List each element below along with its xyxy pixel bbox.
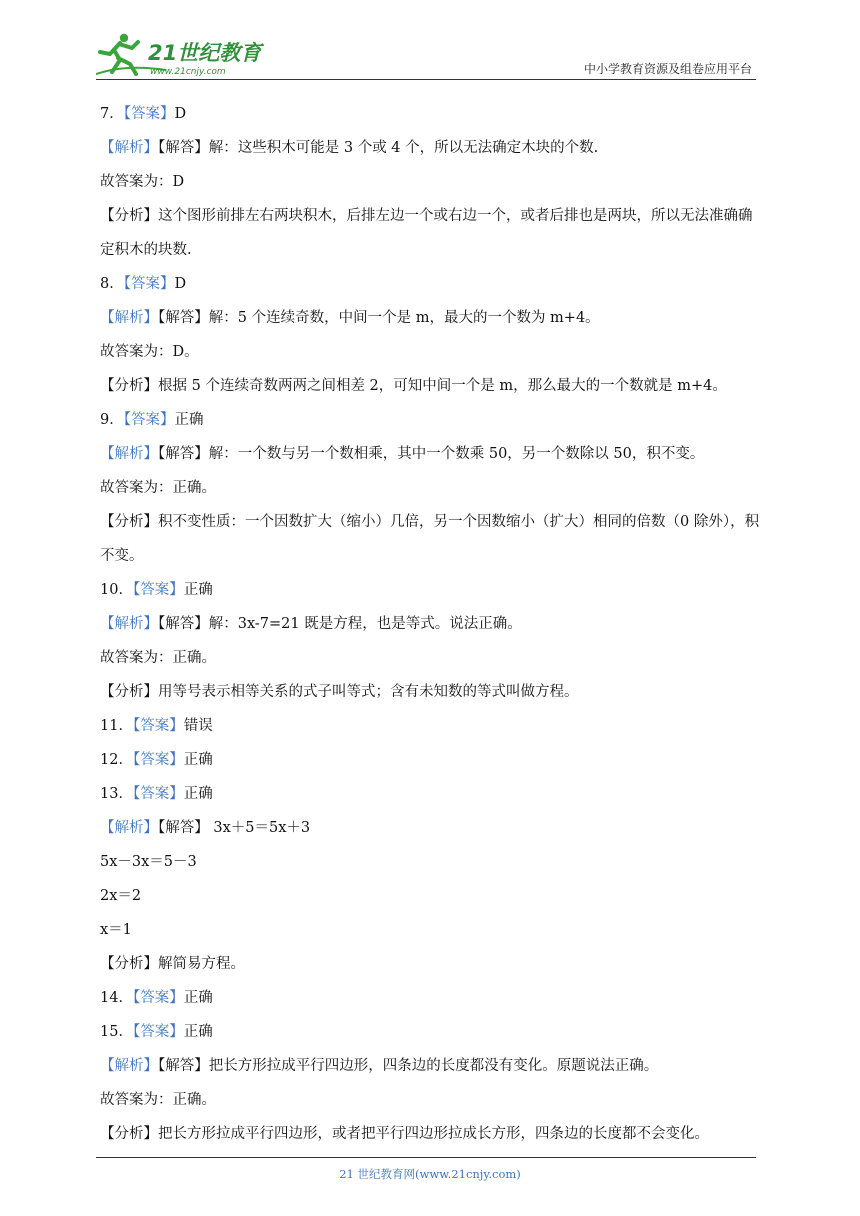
- line-text: 14．: [100, 990, 133, 1006]
- line-text: 【解答】解：一个数与另一个数相乘，其中一个数乘 50，另一个数除以 50，积不变。: [158, 446, 705, 462]
- answer-line: [100, 816, 760, 850]
- line-text: 正确: [183, 1024, 213, 1040]
- line-text: 9．: [100, 412, 124, 428]
- answer-line: [100, 340, 760, 374]
- line-text: 正确: [183, 786, 213, 802]
- section-tag: 【解析】: [100, 1058, 158, 1074]
- line-text: 正确: [183, 990, 213, 1006]
- line-text: 【解答】 3x＋5＝5x＋3: [158, 820, 311, 836]
- line-text: 【分析】用等号表示相等关系的式子叫等式；含有未知数的等式叫做方程。: [100, 684, 579, 700]
- line-text: 【分析】这个图形前排左右两块积木，后排左边一个或右边一个，或者后排也是两块，所以无法准确确定积木的块数.: [100, 208, 753, 258]
- line-text: 故答案为：正确。: [100, 650, 216, 666]
- answer-line: [100, 952, 760, 986]
- section-tag: 【解析】: [100, 616, 158, 632]
- answer-line: [100, 505, 760, 573]
- line-text: 【分析】根据 5 个连续奇数两两之间相差 2，可知中间一个是 m，那么最大的一个数就是 m+4。: [100, 378, 727, 394]
- line-text: 11．: [100, 718, 133, 734]
- answer-line: [100, 986, 760, 1020]
- logo-url: www.21cnjy.com: [150, 67, 226, 77]
- line-text: 15．: [100, 1024, 133, 1040]
- answer-line: [100, 850, 760, 884]
- answer-line: [100, 714, 760, 748]
- answer-line: [100, 884, 760, 918]
- line-text: 故答案为：正确。: [100, 480, 216, 496]
- footer-divider: [96, 1157, 756, 1158]
- line-text: 【分析】解简易方程。: [100, 956, 245, 972]
- line-text: 【解答】解：5 个连续奇数，中间一个是 m，最大的一个数为 m+4。: [158, 310, 600, 326]
- answer-line: [100, 578, 760, 612]
- line-text: 7．: [100, 106, 124, 122]
- answer-line: [100, 442, 760, 476]
- footer-text: 21 世纪教育网(www.21cnjy.com): [339, 1167, 521, 1181]
- header-divider: [96, 79, 756, 80]
- section-tag: 【答案】: [132, 990, 184, 1006]
- answer-line: [100, 1054, 760, 1088]
- answer-line: [100, 646, 760, 680]
- section-tag: 【答案】: [132, 1024, 184, 1040]
- line-text: x＝1: [100, 922, 132, 938]
- line-text: 正确: [183, 582, 213, 598]
- line-text: 13．: [100, 786, 133, 802]
- answer-line: [100, 136, 760, 170]
- logo: [96, 30, 266, 78]
- platform-name: 中小学教育资源及组卷应用平台: [583, 62, 752, 76]
- line-text: 10．: [100, 582, 133, 598]
- answer-line: [100, 374, 760, 408]
- line-text: 【解答】解：3x-7=21 既是方程，也是等式。说法正确。: [158, 616, 522, 632]
- answer-line: [100, 680, 760, 714]
- line-text: 正确: [174, 412, 204, 428]
- line-text: 故答案为：D。: [100, 344, 199, 360]
- answer-line: [100, 1088, 760, 1122]
- line-text: 【分析】积不变性质：一个因数扩大（缩小）几倍，另一个因数缩小（扩大）相同的倍数（0 除外），积不变。: [100, 514, 760, 564]
- line-text: 故答案为：正确。: [100, 1092, 216, 1108]
- line-text: 2x＝2: [100, 888, 142, 904]
- section-tag: 【答案】: [123, 276, 175, 292]
- answer-line: [100, 782, 760, 816]
- section-tag: 【解析】: [100, 140, 158, 156]
- answer-line: [100, 918, 760, 952]
- line-text: 12．: [100, 752, 133, 768]
- page-header: [96, 30, 756, 80]
- section-tag: 【答案】: [132, 786, 184, 802]
- line-text: 正确: [183, 752, 213, 768]
- line-text: 故答案为：D: [100, 174, 185, 190]
- line-text: 错误: [183, 718, 213, 734]
- answer-line: [100, 102, 760, 136]
- section-tag: 【答案】: [132, 752, 184, 768]
- line-text: 【分析】把长方形拉成平行四边形，或者把平行四边形拉成长方形，四条边的长度都不会变化。: [100, 1126, 709, 1142]
- answer-line: [100, 1122, 760, 1156]
- section-tag: 【答案】: [132, 718, 184, 734]
- answer-line: [100, 1020, 760, 1054]
- line-text: 【解答】把长方形拉成平行四边形，四条边的长度都没有变化。原题说法正确。: [158, 1058, 659, 1074]
- answer-line: [100, 612, 760, 646]
- line-text: D: [174, 276, 187, 292]
- answer-line: [100, 748, 760, 782]
- section-tag: 【解析】: [100, 446, 158, 462]
- section-tag: 【解析】: [100, 820, 158, 836]
- logo-text: 21世纪教育: [148, 41, 262, 65]
- section-tag: 【解析】: [100, 310, 158, 326]
- section-tag: 【答案】: [123, 412, 175, 428]
- section-tag: 【答案】: [123, 106, 175, 122]
- line-text: D: [174, 106, 187, 122]
- answer-line: [100, 408, 760, 442]
- line-text: 8．: [100, 276, 124, 292]
- answer-content: [100, 102, 760, 1156]
- line-text: 【解答】解：这些积木可能是 3 个或 4 个，所以无法确定木块的个数.: [158, 140, 599, 156]
- answer-line: [100, 272, 760, 306]
- answer-line: [100, 199, 760, 267]
- section-tag: 【答案】: [132, 582, 184, 598]
- answer-line: [100, 306, 760, 340]
- line-text: 5x－3x＝5－3: [100, 854, 197, 870]
